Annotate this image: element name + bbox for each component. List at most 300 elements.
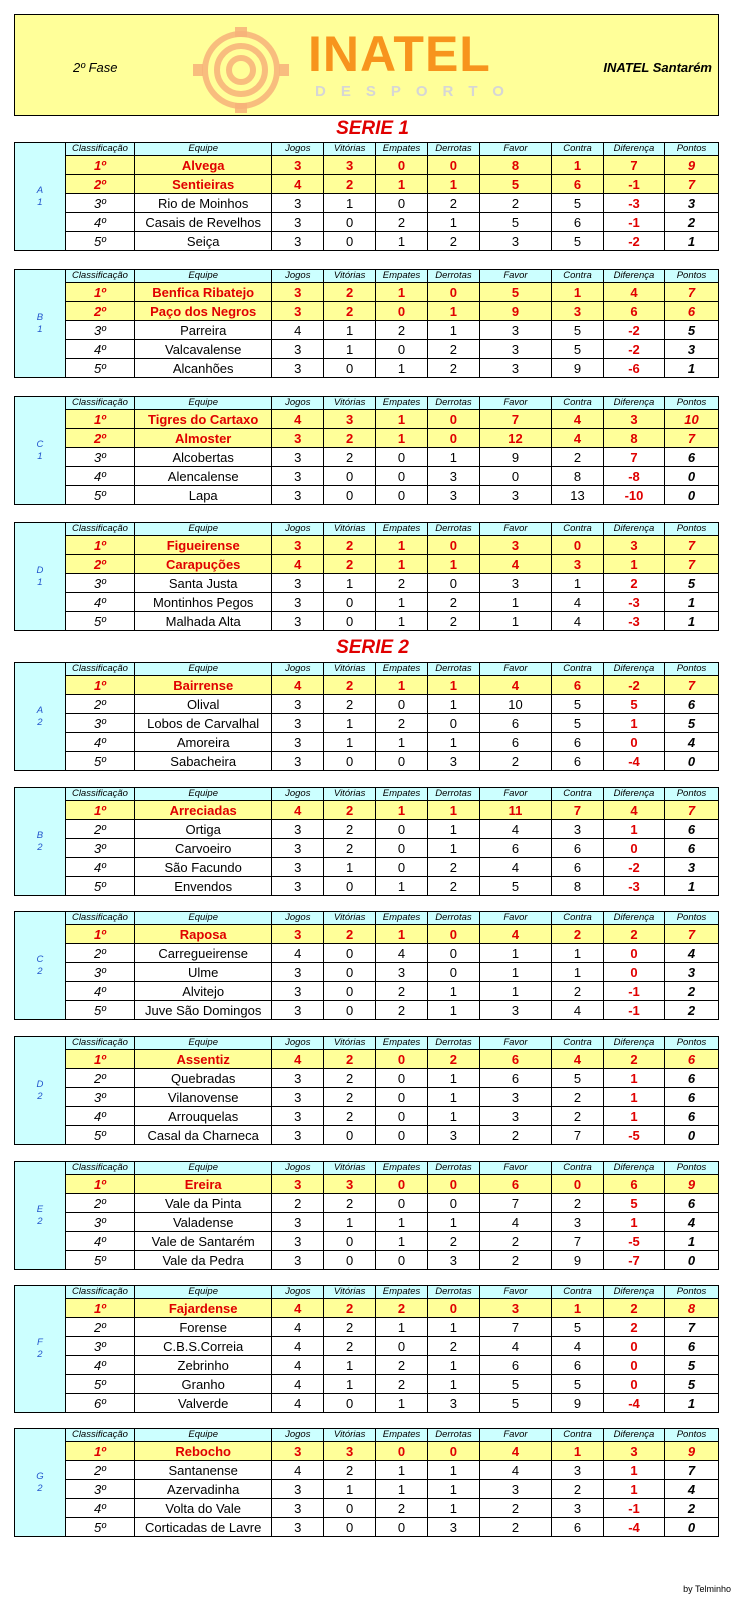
points-cell: 6 (664, 302, 718, 321)
position-cell: 3º (65, 1088, 134, 1107)
goal-difference-cell: 1 (603, 1480, 664, 1499)
column-header: Diferença (603, 1162, 664, 1175)
table-row (15, 448, 719, 467)
goal-difference-cell: -2 (603, 340, 664, 359)
stat-cell: 2 (552, 925, 604, 944)
position-cell: 2º (65, 429, 134, 448)
stat-cell: 1 (427, 175, 479, 194)
stat-cell: 6 (479, 839, 551, 858)
column-header: Contra (552, 912, 604, 925)
stat-cell: 4 (479, 1337, 551, 1356)
column-header: Pontos (664, 1286, 718, 1299)
stat-cell: 1 (552, 1299, 604, 1318)
stat-cell: 4 (552, 612, 604, 631)
team-name-cell: Figueirense (135, 536, 272, 555)
column-header: Contra (552, 1037, 604, 1050)
column-header: Jogos (272, 397, 324, 410)
stat-cell: 1 (427, 820, 479, 839)
column-header: Vitórias (324, 1037, 376, 1050)
stat-cell: 5 (552, 1318, 604, 1337)
column-header: Vitórias (324, 663, 376, 676)
stat-cell: 1 (427, 1356, 479, 1375)
stat-cell: 1 (427, 213, 479, 232)
column-header: Derrotas (427, 143, 479, 156)
team-name-cell: Lobos de Carvalhal (135, 714, 272, 733)
points-cell: 2 (664, 1499, 718, 1518)
stat-cell: 2 (427, 194, 479, 213)
stat-cell: 2 (479, 1251, 551, 1270)
group-label (15, 143, 66, 251)
column-header: Equipe (135, 397, 272, 410)
table-row (15, 1442, 719, 1461)
inatel-logo-text: INATEL (308, 26, 491, 82)
goal-difference-cell: -3 (603, 593, 664, 612)
points-cell: 5 (664, 574, 718, 593)
column-header: Classificação (65, 1037, 134, 1050)
stat-cell: 4 (272, 1337, 324, 1356)
stat-cell: 3 (272, 695, 324, 714)
position-cell: 4º (65, 733, 134, 752)
stat-cell: 3 (479, 1299, 551, 1318)
team-name-cell: Granho (135, 1375, 272, 1394)
stat-cell: 12 (479, 429, 551, 448)
column-header: Pontos (664, 1037, 718, 1050)
table-header-row (15, 788, 719, 801)
stat-cell: 3 (272, 536, 324, 555)
stat-cell: 4 (479, 858, 551, 877)
table-row (15, 963, 719, 982)
stat-cell: 3 (272, 194, 324, 213)
column-header: Derrotas (427, 788, 479, 801)
stat-cell: 1 (479, 593, 551, 612)
table-header-row (15, 912, 719, 925)
stat-cell: 4 (479, 925, 551, 944)
points-cell: 3 (664, 340, 718, 359)
stat-cell: 1 (324, 340, 376, 359)
goal-difference-cell: 3 (603, 1442, 664, 1461)
stat-cell: 0 (427, 536, 479, 555)
serie-title: SERIE 2 (336, 637, 409, 658)
column-header: Empates (376, 1429, 428, 1442)
stat-cell: 1 (324, 194, 376, 213)
stat-cell: 0 (552, 536, 604, 555)
points-cell: 6 (664, 695, 718, 714)
group-number: 2 (37, 965, 43, 977)
stat-cell: 3 (272, 232, 324, 251)
points-cell: 3 (664, 194, 718, 213)
stat-cell: 0 (376, 1126, 428, 1145)
column-header: Diferença (603, 663, 664, 676)
group-table (14, 1036, 719, 1145)
stat-cell: 6 (552, 752, 604, 771)
column-header: Empates (376, 663, 428, 676)
stat-cell: 1 (479, 612, 551, 631)
stat-cell: 3 (272, 213, 324, 232)
column-header: Contra (552, 1162, 604, 1175)
column-header: Jogos (272, 523, 324, 536)
stat-cell: 3 (272, 1069, 324, 1088)
column-header: Pontos (664, 143, 718, 156)
table-row (15, 340, 719, 359)
goal-difference-cell: 6 (603, 302, 664, 321)
team-name-cell: Seiça (135, 232, 272, 251)
column-header: Contra (552, 397, 604, 410)
column-header: Diferença (603, 912, 664, 925)
column-header: Derrotas (427, 663, 479, 676)
points-cell: 1 (664, 359, 718, 378)
column-header: Diferença (603, 523, 664, 536)
column-header: Derrotas (427, 1162, 479, 1175)
stat-cell: 1 (427, 695, 479, 714)
points-cell: 7 (664, 536, 718, 555)
group-table (14, 269, 719, 378)
table-header-row (15, 1037, 719, 1050)
goal-difference-cell: 0 (603, 963, 664, 982)
stat-cell: 0 (324, 982, 376, 1001)
stat-cell: 2 (552, 1107, 604, 1126)
stat-cell: 2 (324, 1337, 376, 1356)
column-header: Empates (376, 912, 428, 925)
team-name-cell: Olival (135, 695, 272, 714)
stat-cell: 0 (376, 156, 428, 175)
position-cell: 5º (65, 752, 134, 771)
table-row (15, 1126, 719, 1145)
stat-cell: 1 (427, 801, 479, 820)
stat-cell: 3 (272, 612, 324, 631)
table-row (15, 1175, 719, 1194)
goal-difference-cell: 1 (603, 555, 664, 574)
points-cell: 6 (664, 1050, 718, 1069)
points-cell: 7 (664, 1461, 718, 1480)
stat-cell: 4 (272, 410, 324, 429)
stat-cell: 4 (272, 1375, 324, 1394)
column-header: Classificação (65, 523, 134, 536)
column-header: Pontos (664, 523, 718, 536)
points-cell: 7 (664, 429, 718, 448)
stat-cell: 0 (376, 194, 428, 213)
table-row (15, 1232, 719, 1251)
table-row (15, 359, 719, 378)
stat-cell: 0 (427, 1194, 479, 1213)
points-cell: 9 (664, 156, 718, 175)
position-cell: 2º (65, 175, 134, 194)
stat-cell: 1 (376, 410, 428, 429)
column-header: Equipe (135, 663, 272, 676)
table-row (15, 593, 719, 612)
stat-cell: 2 (427, 593, 479, 612)
stat-cell: 6 (552, 733, 604, 752)
table-row (15, 1001, 719, 1020)
header-banner (14, 14, 719, 116)
points-cell: 0 (664, 752, 718, 771)
position-cell: 1º (65, 676, 134, 695)
position-cell: 1º (65, 536, 134, 555)
position-cell: 3º (65, 194, 134, 213)
column-header: Pontos (664, 663, 718, 676)
column-header: Derrotas (427, 1037, 479, 1050)
stat-cell: 1 (376, 1480, 428, 1499)
column-header: Classificação (65, 397, 134, 410)
column-header: Vitórias (324, 1429, 376, 1442)
stat-cell: 0 (427, 283, 479, 302)
position-cell: 1º (65, 1442, 134, 1461)
stat-cell: 0 (324, 1232, 376, 1251)
table-row (15, 858, 719, 877)
column-header: Contra (552, 1429, 604, 1442)
stat-cell: 4 (272, 1356, 324, 1375)
stat-cell: 3 (427, 1518, 479, 1537)
goal-difference-cell: 2 (603, 574, 664, 593)
column-header: Contra (552, 270, 604, 283)
column-header: Equipe (135, 1037, 272, 1050)
position-cell: 4º (65, 1356, 134, 1375)
goal-difference-cell: 3 (603, 536, 664, 555)
stat-cell: 2 (324, 1461, 376, 1480)
column-header: Empates (376, 397, 428, 410)
stat-cell: 3 (272, 963, 324, 982)
team-name-cell: Sabacheira (135, 752, 272, 771)
goal-difference-cell: -5 (603, 1126, 664, 1145)
stat-cell: 0 (324, 944, 376, 963)
stat-cell: 3 (272, 1442, 324, 1461)
stat-cell: 3 (272, 1107, 324, 1126)
points-cell: 1 (664, 232, 718, 251)
team-name-cell: Ulme (135, 963, 272, 982)
position-cell: 5º (65, 232, 134, 251)
group-number: 2 (37, 841, 43, 853)
stat-cell: 5 (479, 1394, 551, 1413)
group-table (14, 142, 719, 251)
stat-cell: 1 (376, 676, 428, 695)
stat-cell: 1 (427, 302, 479, 321)
column-header: Classificação (65, 1429, 134, 1442)
team-name-cell: São Facundo (135, 858, 272, 877)
stat-cell: 4 (479, 1213, 551, 1232)
goal-difference-cell: -2 (603, 676, 664, 695)
stat-cell: 2 (324, 536, 376, 555)
table-row (15, 1251, 719, 1270)
stat-cell: 3 (272, 340, 324, 359)
stat-cell: 3 (272, 283, 324, 302)
stat-cell: 3 (427, 1394, 479, 1413)
group-label (15, 912, 66, 1020)
column-header: Favor (479, 788, 551, 801)
stat-cell: 4 (272, 175, 324, 194)
stat-cell: 2 (324, 801, 376, 820)
column-header: Derrotas (427, 270, 479, 283)
stat-cell: 4 (272, 676, 324, 695)
stat-cell: 2 (552, 1088, 604, 1107)
points-cell: 1 (664, 593, 718, 612)
column-header: Contra (552, 788, 604, 801)
column-header: Empates (376, 1037, 428, 1050)
column-header: Diferença (603, 788, 664, 801)
team-name-cell: Valverde (135, 1394, 272, 1413)
column-header: Diferença (603, 143, 664, 156)
points-cell: 7 (664, 1318, 718, 1337)
position-cell: 3º (65, 448, 134, 467)
goal-difference-cell: -5 (603, 1232, 664, 1251)
stat-cell: 3 (272, 752, 324, 771)
goal-difference-cell: -2 (603, 858, 664, 877)
team-name-cell: Arreciadas (135, 801, 272, 820)
stat-cell: 3 (272, 593, 324, 612)
stat-cell: 2 (376, 1499, 428, 1518)
stat-cell: 1 (376, 801, 428, 820)
table-row (15, 283, 719, 302)
points-cell: 7 (664, 175, 718, 194)
column-header: Equipe (135, 788, 272, 801)
stat-cell: 2 (479, 1499, 551, 1518)
stat-cell: 0 (376, 1194, 428, 1213)
stat-cell: 13 (552, 486, 604, 505)
position-cell: 1º (65, 156, 134, 175)
stat-cell: 1 (427, 1213, 479, 1232)
stat-cell: 3 (479, 536, 551, 555)
position-cell: 5º (65, 359, 134, 378)
stat-cell: 5 (479, 213, 551, 232)
stat-cell: 0 (376, 1251, 428, 1270)
column-header: Empates (376, 270, 428, 283)
table-row (15, 1213, 719, 1232)
stat-cell: 6 (479, 1356, 551, 1375)
column-header: Pontos (664, 1429, 718, 1442)
table-row (15, 944, 719, 963)
points-cell: 4 (664, 1480, 718, 1499)
stat-cell: 1 (376, 877, 428, 896)
stat-cell: 0 (427, 429, 479, 448)
stat-cell: 2 (324, 175, 376, 194)
stat-cell: 3 (427, 1251, 479, 1270)
stat-cell: 8 (479, 156, 551, 175)
stat-cell: 3 (552, 1461, 604, 1480)
stat-cell: 0 (324, 877, 376, 896)
stat-cell: 3 (427, 467, 479, 486)
table-row (15, 429, 719, 448)
stat-cell: 6 (552, 858, 604, 877)
column-header: Classificação (65, 788, 134, 801)
table-row (15, 486, 719, 505)
team-name-cell: Lapa (135, 486, 272, 505)
group-label (15, 788, 66, 896)
stat-cell: 2 (427, 359, 479, 378)
stat-cell: 2 (376, 321, 428, 340)
team-name-cell: Alcobertas (135, 448, 272, 467)
column-header: Vitórias (324, 1162, 376, 1175)
column-header: Favor (479, 523, 551, 536)
table-row (15, 982, 719, 1001)
stat-cell: 0 (376, 448, 428, 467)
stat-cell: 3 (272, 820, 324, 839)
team-name-cell: Tigres do Cartaxo (135, 410, 272, 429)
goal-difference-cell: 2 (603, 1299, 664, 1318)
points-cell: 7 (664, 925, 718, 944)
group-letter: C (36, 438, 44, 450)
points-cell: 6 (664, 839, 718, 858)
stat-cell: 0 (427, 1442, 479, 1461)
stat-cell: 9 (479, 302, 551, 321)
goal-difference-cell: -8 (603, 467, 664, 486)
stat-cell: 0 (427, 156, 479, 175)
stat-cell: 0 (427, 574, 479, 593)
position-cell: 5º (65, 877, 134, 896)
stat-cell: 4 (552, 1337, 604, 1356)
points-cell: 5 (664, 1356, 718, 1375)
team-name-cell: Carregueirense (135, 944, 272, 963)
team-name-cell: Ortiga (135, 820, 272, 839)
stat-cell: 3 (272, 1001, 324, 1020)
phase-label: 2º Fase (73, 60, 118, 75)
goal-difference-cell: -2 (603, 321, 664, 340)
stat-cell: 1 (376, 593, 428, 612)
table-row (15, 676, 719, 695)
position-cell: 4º (65, 1232, 134, 1251)
stat-cell: 3 (272, 858, 324, 877)
stat-cell: 3 (272, 359, 324, 378)
column-header: Jogos (272, 1037, 324, 1050)
goal-difference-cell: -1 (603, 1499, 664, 1518)
group-number: 2 (37, 716, 43, 728)
stat-cell: 2 (427, 877, 479, 896)
stat-cell: 1 (324, 1213, 376, 1232)
group-table (14, 1285, 719, 1413)
group-label (15, 1286, 66, 1413)
stat-cell: 1 (427, 1480, 479, 1499)
table-row (15, 1088, 719, 1107)
position-cell: 3º (65, 574, 134, 593)
stat-cell: 7 (479, 1194, 551, 1213)
column-header: Pontos (664, 788, 718, 801)
stat-cell: 9 (479, 448, 551, 467)
group-letter: G (36, 1470, 44, 1482)
stat-cell: 6 (479, 1050, 551, 1069)
goal-difference-cell: -6 (603, 359, 664, 378)
position-cell: 1º (65, 801, 134, 820)
stat-cell: 0 (376, 1050, 428, 1069)
stat-cell: 1 (376, 429, 428, 448)
points-cell: 3 (664, 963, 718, 982)
stat-cell: 2 (324, 925, 376, 944)
column-header: Contra (552, 663, 604, 676)
stat-cell: 1 (552, 944, 604, 963)
stat-cell: 0 (376, 1175, 428, 1194)
stat-cell: 3 (272, 429, 324, 448)
position-cell: 5º (65, 1126, 134, 1145)
goal-difference-cell: -3 (603, 877, 664, 896)
stat-cell: 6 (552, 175, 604, 194)
team-name-cell: Vilanovense (135, 1088, 272, 1107)
points-cell: 6 (664, 1194, 718, 1213)
stat-cell: 9 (552, 359, 604, 378)
column-header: Contra (552, 523, 604, 536)
stat-cell: 4 (479, 1442, 551, 1461)
team-name-cell: Zebrinho (135, 1356, 272, 1375)
column-header: Derrotas (427, 397, 479, 410)
column-header: Equipe (135, 270, 272, 283)
table-row (15, 536, 719, 555)
table-row (15, 839, 719, 858)
group-number: 2 (37, 1090, 43, 1102)
stat-cell: 3 (479, 1001, 551, 1020)
group-number: 2 (37, 1482, 43, 1494)
stat-cell: 1 (376, 555, 428, 574)
stat-cell: 7 (552, 801, 604, 820)
stat-cell: 2 (324, 1069, 376, 1088)
goal-difference-cell: 1 (603, 714, 664, 733)
stat-cell: 2 (324, 283, 376, 302)
column-header: Classificação (65, 1286, 134, 1299)
stat-cell: 0 (376, 1518, 428, 1537)
